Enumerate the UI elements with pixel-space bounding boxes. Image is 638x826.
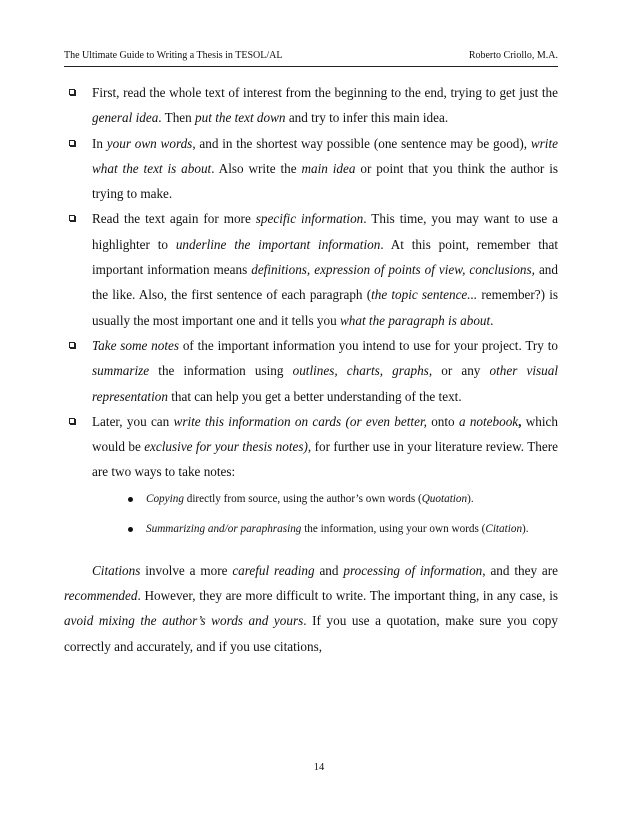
round-bullet-icon <box>128 527 133 532</box>
text-run: outlines, charts, graphs <box>292 363 429 379</box>
text-run: , and they are <box>482 562 558 578</box>
text-run: Later, you can <box>92 413 174 429</box>
text-run: of the important information you intend to use for your project. Try to <box>179 337 558 353</box>
text-run: Summarizing and/or paraphrasing <box>146 523 302 536</box>
text-run: or point that you think the author is trying to make. <box>92 160 558 202</box>
sub-bullet-text <box>146 523 529 535</box>
bullet-text <box>92 338 558 404</box>
running-header <box>64 50 558 62</box>
text-run: . This time, you may want to use a highlighter to <box>92 211 558 252</box>
text-run: and try to infer this main idea. <box>285 110 449 126</box>
round-bullet-icon <box>128 497 133 502</box>
text-run: , or any <box>428 363 490 379</box>
text-run: remember?) is usually the most important one and it tells you <box>92 287 558 328</box>
bullet-item <box>64 131 558 207</box>
page-body <box>64 80 558 659</box>
text-run: a notebook <box>458 413 519 429</box>
text-run: general idea <box>92 110 159 126</box>
text-run: the topic sentence... <box>371 287 478 303</box>
text-run: ). <box>522 523 529 536</box>
text-run: summarize <box>92 363 150 379</box>
header-title: The Ultimate Guide to Writing a Thesis in TESOL/AL <box>64 50 283 61</box>
text-run: other visual representation <box>92 363 558 404</box>
sub-bullet-item <box>64 485 558 514</box>
text-run: your own words <box>106 135 193 151</box>
square-bullet-icon <box>69 215 75 221</box>
bullet-text <box>92 211 558 327</box>
body-paragraph <box>64 558 558 659</box>
text-run: Copying <box>146 492 184 505</box>
sub-bullet-item <box>64 515 558 544</box>
square-bullet-icon <box>69 140 75 146</box>
text-run: recommended <box>64 588 138 604</box>
header-rule <box>64 66 558 67</box>
bullet-item <box>64 409 558 485</box>
text-run: Citation <box>485 523 523 536</box>
text-run: . At this point, remember that important information means <box>92 236 558 278</box>
text-run: write this information on cards (or even better, <box>173 413 427 429</box>
text-run: Citations <box>92 562 141 578</box>
square-bullet-icon <box>69 342 75 348</box>
text-run: and <box>314 562 344 578</box>
bullet-item <box>64 206 558 332</box>
text-run: exclusive for your thesis notes) <box>144 439 308 455</box>
text-run: specific information <box>255 211 364 227</box>
text-run: that can help you get a better understanding of the text. <box>167 388 462 404</box>
square-bullet-icon <box>69 418 75 424</box>
text-run: involve a more <box>140 562 233 578</box>
text-run: avoid mixing the author’s words and yours <box>64 613 304 629</box>
text-run: . Also write the <box>211 160 302 176</box>
text-run: , and in the shortest way possible (one sentence may be good), <box>192 135 531 151</box>
text-run: the information using <box>149 363 293 379</box>
text-run: and the like. Also, the first sentence of each paragraph ( <box>92 262 558 303</box>
text-run: . Then <box>158 110 196 126</box>
bullet-text <box>92 136 558 202</box>
text-run: careful reading <box>232 562 315 578</box>
sub-bullet-list <box>64 485 558 544</box>
page-number: 14 <box>313 762 325 773</box>
text-run: Read the text again for more <box>92 211 256 227</box>
bullet-text <box>92 414 558 480</box>
text-run: Take some notes <box>92 337 180 353</box>
text-run: the information, using your own words ( <box>301 523 486 536</box>
text-run: underline the important information <box>175 236 381 252</box>
text-run: processing of information <box>343 562 483 578</box>
text-run: directly from source, using the author’s own words ( <box>183 492 422 505</box>
text-run: Quotation <box>421 492 468 505</box>
text-run: write what the text is about <box>92 135 558 176</box>
bullet-text <box>92 85 558 125</box>
text-run: First, read the whole text of interest from the beginning to the end, trying to get just the <box>92 85 558 100</box>
sub-bullet-text <box>146 493 474 505</box>
text-run: ). <box>467 492 474 505</box>
bullet-item <box>64 333 558 409</box>
text-run: In <box>92 135 107 151</box>
bullet-list <box>64 80 558 485</box>
text-run: , <box>518 413 522 429</box>
square-bullet-icon <box>69 89 75 95</box>
text-run: put the text down <box>195 110 286 126</box>
text-run: what the paragraph is about <box>339 312 491 328</box>
text-run: which would be <box>92 413 558 455</box>
text-run: . <box>490 312 494 328</box>
header-author: Roberto Criollo, M.A. <box>468 50 558 61</box>
text-run: definitions, expression of points of view, conclusions, <box>251 262 535 278</box>
text-run: , for further use in your literature review. There are two ways to take notes: <box>92 439 558 480</box>
text-run: . If you use a quotation, make sure you copy correctly and accurately, and if you use citations, <box>64 613 558 654</box>
text-run: main idea <box>301 160 356 176</box>
text-run: onto <box>426 413 459 429</box>
text-run: . However, they are more difficult to write. The important thing, in any case, is <box>137 588 558 604</box>
bullet-item <box>64 80 558 131</box>
